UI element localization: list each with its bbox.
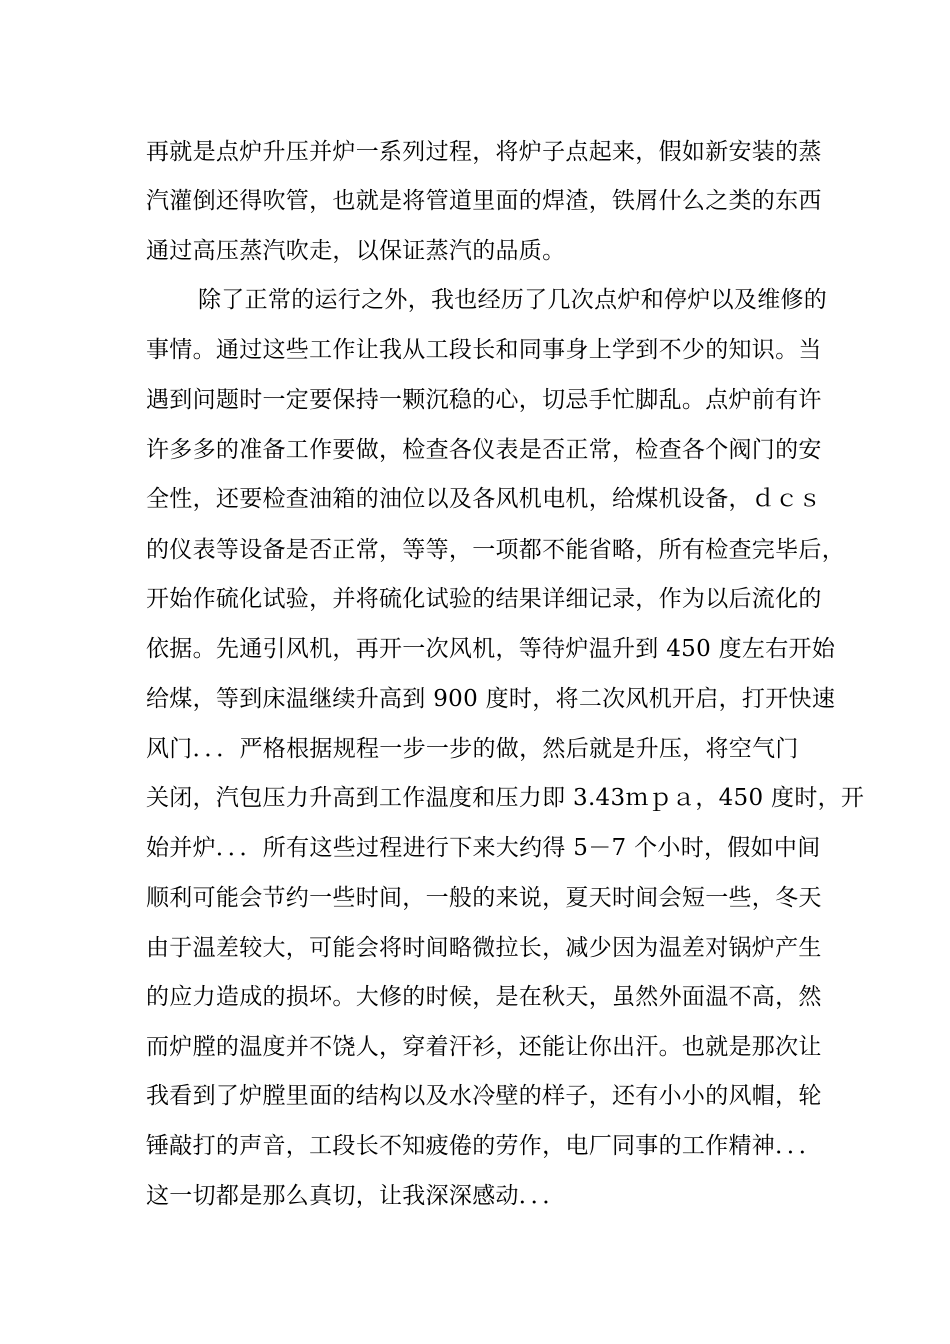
text-line: 依据。先通引风机，再开一次风机，等待炉温升到 450 度左右开始 [146, 636, 836, 662]
text-line: 风门．．．严格根据规程一步一步的做，然后就是升压，将空气门 [146, 736, 799, 762]
text-line: 全性，还要检查油箱的油位以及各风机电机，给煤机设备，ｄｃｓ [146, 486, 822, 512]
text-line: 通过高压蒸汽吹走，以保证蒸汽的品质。 [146, 238, 566, 264]
paragraph-first-line: 除了正常的运行之外，我也经历了几次点炉和停炉以及维修的 [198, 287, 828, 313]
text-line: 许多多的准备工作要做，检查各仪表是否正常，检查各个阀门的安 [146, 437, 822, 463]
text-line: 给煤，等到床温继续升高到 900 度时，将二次风机开启，打开快速 [146, 686, 836, 712]
text-line: 的仪表等设备是否正常，等等，一项都不能省略，所有检查完毕后， [146, 537, 845, 563]
text-line: 遇到问题时一定要保持一颗沉稳的心，切忌手忙脚乱。点炉前有许 [146, 387, 822, 413]
text-line: 锤敲打的声音，工段长不知疲倦的劳作，电厂同事的工作精神．．． [146, 1133, 822, 1159]
text-line: 我看到了炉膛里面的结构以及水冷壁的样子，还有小小的风帽，轮 [146, 1083, 822, 1109]
text-line: 再就是点炉升压并炉一系列过程，将炉子点起来，假如新安装的蒸 [146, 139, 822, 165]
text-line: 这一切都是那么真切，让我深深感动．．． [146, 1183, 566, 1209]
text-line: 的应力造成的损坏。大修的时候，是在秋天，虽然外面温不高，然 [146, 984, 822, 1010]
text-line: 开始作硫化试验，并将硫化试验的结果详细记录，作为以后流化的 [146, 586, 822, 612]
text-line: 事情。通过这些工作让我从工段长和同事身上学到不少的知识。当 [146, 337, 822, 363]
text-line: 由于温差较大，可能会将时间略微拉长，减少因为温差对锅炉产生 [146, 935, 822, 961]
text-line: 而炉膛的温度并不饶人，穿着汗衫，还能让你出汗。也就是那次让 [146, 1034, 822, 1060]
text-line: 始并炉．．．所有这些过程进行下来大约得 5－7 个小时，假如中间 [146, 835, 821, 861]
text-line: 关闭，汽包压力升高到工作温度和压力即 3.43ｍｐａ，450 度时，开 [146, 785, 865, 811]
text-line: 顺利可能会节约一些时间，一般的来说，夏天时间会短一些，冬天 [146, 885, 822, 911]
text-line: 汽灌倒还得吹管，也就是将管道里面的焊渣，铁屑什么之类的东西 [146, 188, 822, 214]
